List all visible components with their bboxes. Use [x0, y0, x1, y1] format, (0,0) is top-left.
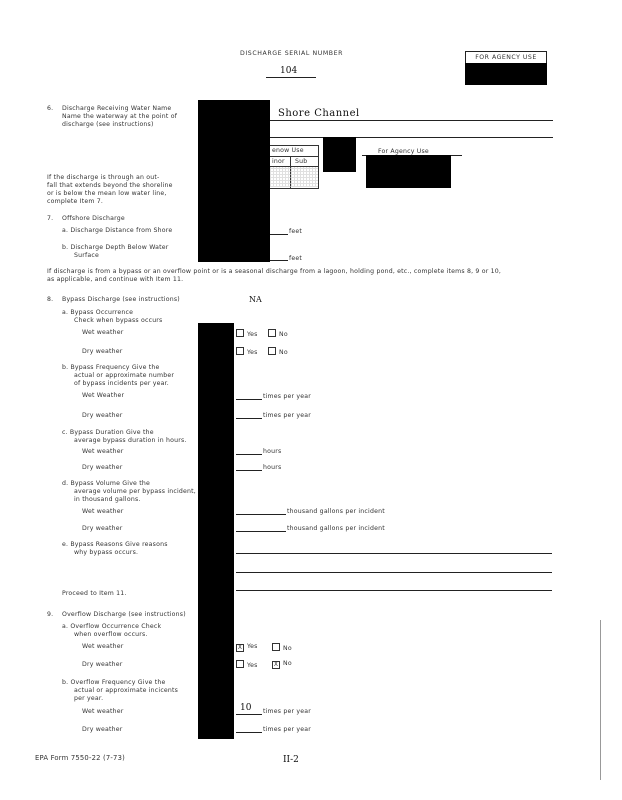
item9-b-label-3: per year.	[74, 695, 104, 702]
item7-a-unit: feet	[289, 228, 303, 235]
item7-title: Offshore Discharge	[62, 215, 125, 222]
item9-b-wet-unit: times per year	[263, 708, 312, 715]
checkbox-icon	[236, 660, 244, 668]
redaction-block-left	[198, 100, 270, 242]
item8-a-dry-no[interactable]	[268, 347, 288, 357]
item8-b-label-2: actual or approximate number	[74, 372, 175, 379]
item9-a-label-2: when overflow occurs.	[74, 631, 148, 638]
item6-note-3: or is below the mean low water line,	[47, 190, 167, 197]
item6-desc-2: discharge (see instructions)	[62, 121, 154, 128]
yes-label: Yes	[247, 331, 258, 338]
item8-a-label-2: Check when bypass occurs	[74, 317, 163, 324]
item9-b-label-1: b. Overflow Frequency Give the	[62, 679, 166, 686]
item8-c-wet-line[interactable]	[236, 454, 262, 455]
item7-b-label-1: b. Discharge Depth Below Water	[62, 244, 169, 251]
item8-b-dry-unit: times per year	[263, 412, 312, 419]
item9-title: Overflow Discharge (see instructions)	[62, 611, 186, 618]
item9-b-wet-label: Wet weather	[82, 708, 124, 715]
item8-c-dry-line[interactable]	[236, 470, 262, 471]
code-table-head: enow Use	[272, 147, 304, 154]
yes-label: Yes	[247, 662, 258, 669]
for-agency-use-label: For Agency Use	[378, 148, 429, 155]
item9-a-dry-no[interactable]	[272, 660, 292, 669]
checkbox-checked-icon: X	[237, 644, 243, 651]
redaction-block-column	[198, 323, 234, 739]
redaction-block-middle	[323, 137, 356, 172]
item8-e-line-3[interactable]	[236, 590, 552, 591]
yes-label: Yes	[247, 349, 258, 356]
item8-e-label-1: e. Bypass Reasons Give reasons	[62, 541, 168, 548]
item9-b-dry-unit: times per year	[263, 726, 312, 733]
agency-use-label: FOR AGENCY USE	[475, 54, 537, 61]
item9-b-label-2: actual or approximate incicents	[74, 687, 179, 694]
item7-a-label: a. Discharge Distance from Shore	[62, 227, 173, 234]
item8-b-wet-label: Wet Weather	[82, 392, 125, 399]
no-label: No	[279, 349, 288, 356]
item9-a-wet-yes[interactable]	[236, 643, 258, 652]
item8-number: 8.	[47, 296, 54, 303]
item8-b-dry-label: Dry weather	[82, 412, 123, 419]
checkbox-icon	[268, 329, 276, 337]
checkbox-icon	[236, 329, 244, 337]
item8-b-label-3: of bypass incidents per year.	[74, 380, 169, 387]
item8-c-wet-unit: hours	[263, 448, 282, 455]
item8-title: Bypass Discharge (see instructions)	[62, 296, 180, 303]
item8-a-wet-no[interactable]	[268, 329, 288, 339]
item8-b-wet-line[interactable]	[236, 399, 262, 400]
item9-a-dry-label: Dry weather	[82, 661, 123, 668]
receiving-water-line	[270, 120, 553, 121]
serial-number-label: DISCHARGE SERIAL NUMBER	[240, 50, 344, 57]
agency-use-redaction	[465, 63, 547, 85]
item8-c-label-2: average bypass duration in hours.	[74, 437, 187, 444]
form-number: EPA Form 7550-22 (7-73)	[35, 754, 125, 762]
item7-number: 7.	[47, 215, 54, 222]
proceed-to-item11: Proceed to Item 11.	[62, 590, 127, 597]
item8-e-line-2[interactable]	[236, 572, 552, 573]
no-label: No	[283, 645, 292, 652]
item9-b-wet-line[interactable]	[236, 714, 262, 715]
item6-title: Discharge Receiving Water Name	[62, 105, 172, 112]
checkbox-icon	[272, 643, 280, 651]
item8-c-dry-label: Dry weather	[82, 464, 123, 471]
item9-b-wet-value: 10	[240, 703, 252, 713]
item6-desc-1: Name the waterway at the point of	[62, 113, 178, 120]
item9-a-dry-yes[interactable]	[236, 660, 258, 670]
item8-a-dry-label: Dry weather	[82, 348, 123, 355]
item8-b-label-1: b. Bypass Frequency Give the	[62, 364, 160, 371]
item9-a-label-1: a. Overflow Occurrence Check	[62, 623, 162, 630]
item7-b-unit: feet	[289, 255, 303, 262]
checkbox-icon	[268, 347, 276, 355]
code-table-minor: inor	[272, 158, 285, 165]
item8-d-dry-line[interactable]	[236, 531, 286, 532]
no-label: No	[279, 331, 288, 338]
redaction-block-item7	[198, 242, 270, 262]
code-table	[270, 145, 319, 189]
item8-c-dry-unit: hours	[263, 464, 282, 471]
item8-d-dry-unit: thousand gallons per incident	[287, 525, 385, 532]
redaction-block-agency	[366, 155, 451, 188]
receiving-water-line-2	[270, 137, 553, 138]
item9-b-dry-line[interactable]	[236, 732, 262, 733]
bypass-note-1: If discharge is from a bypass or an overflow point or is a seasonal discharge from a lagoon, holding pond, etc., complete items 8, 9 or 10,	[47, 268, 502, 275]
item9-number: 9.	[47, 611, 54, 618]
item9-a-wet-label: Wet weather	[82, 643, 124, 650]
item8-a-wet-label: Wet weather	[82, 329, 124, 336]
item8-e-line-1[interactable]	[236, 553, 552, 554]
item8-a-dry-yes[interactable]	[236, 347, 258, 357]
page-number: II-2	[283, 755, 299, 765]
item8-e-label-2: why bypass occurs.	[74, 549, 139, 556]
bypass-note-2: as applicable, and continue with Item 11.	[47, 276, 184, 283]
item6-number: 6.	[47, 105, 54, 112]
item8-d-wet-unit: thousand gallons per incident	[287, 508, 385, 515]
serial-number-value: 104	[280, 66, 298, 76]
item8-d-label-1: d. Bypass Volume Give the	[62, 480, 150, 487]
item9-b-dry-label: Dry weather	[82, 726, 123, 733]
item8-b-dry-line[interactable]	[236, 418, 262, 419]
checkbox-checked-icon: X	[273, 661, 279, 668]
item8-d-wet-line[interactable]	[236, 514, 286, 515]
item8-d-label-2: average volume per bypass incident,	[74, 488, 196, 495]
item9-a-wet-no[interactable]	[272, 643, 292, 653]
yes-label: Yes	[247, 643, 258, 650]
item8-value: NA	[249, 295, 262, 304]
item8-c-label-1: c. Bypass Duration Give the	[62, 429, 154, 436]
item7-a-line	[270, 234, 288, 235]
item7-b-label-2: Surface	[74, 252, 99, 259]
no-label: No	[283, 660, 292, 667]
item6-note-4: complete Item 7.	[47, 198, 104, 205]
serial-number-underline	[266, 77, 316, 78]
item8-a-label-1: a. Bypass Occurrence	[62, 309, 134, 316]
code-table-sub: Sub	[295, 158, 308, 165]
item8-c-wet-label: Wet weather	[82, 448, 124, 455]
item7-b-line	[270, 260, 288, 261]
item6-note-2: fall that extends beyond the shoreline	[47, 182, 173, 189]
item6-note-1: If the discharge is through an out-	[47, 174, 160, 181]
item8-a-wet-yes[interactable]	[236, 329, 258, 339]
receiving-water-value: Shore Channel	[278, 108, 360, 119]
item8-b-wet-unit: times per year	[263, 393, 312, 400]
item8-d-dry-label: Dry weather	[82, 525, 123, 532]
checkbox-icon	[236, 347, 244, 355]
scan-edge	[600, 620, 601, 780]
item8-d-wet-label: Wet weather	[82, 508, 124, 515]
item8-d-label-3: in thousand gallons.	[74, 496, 141, 503]
